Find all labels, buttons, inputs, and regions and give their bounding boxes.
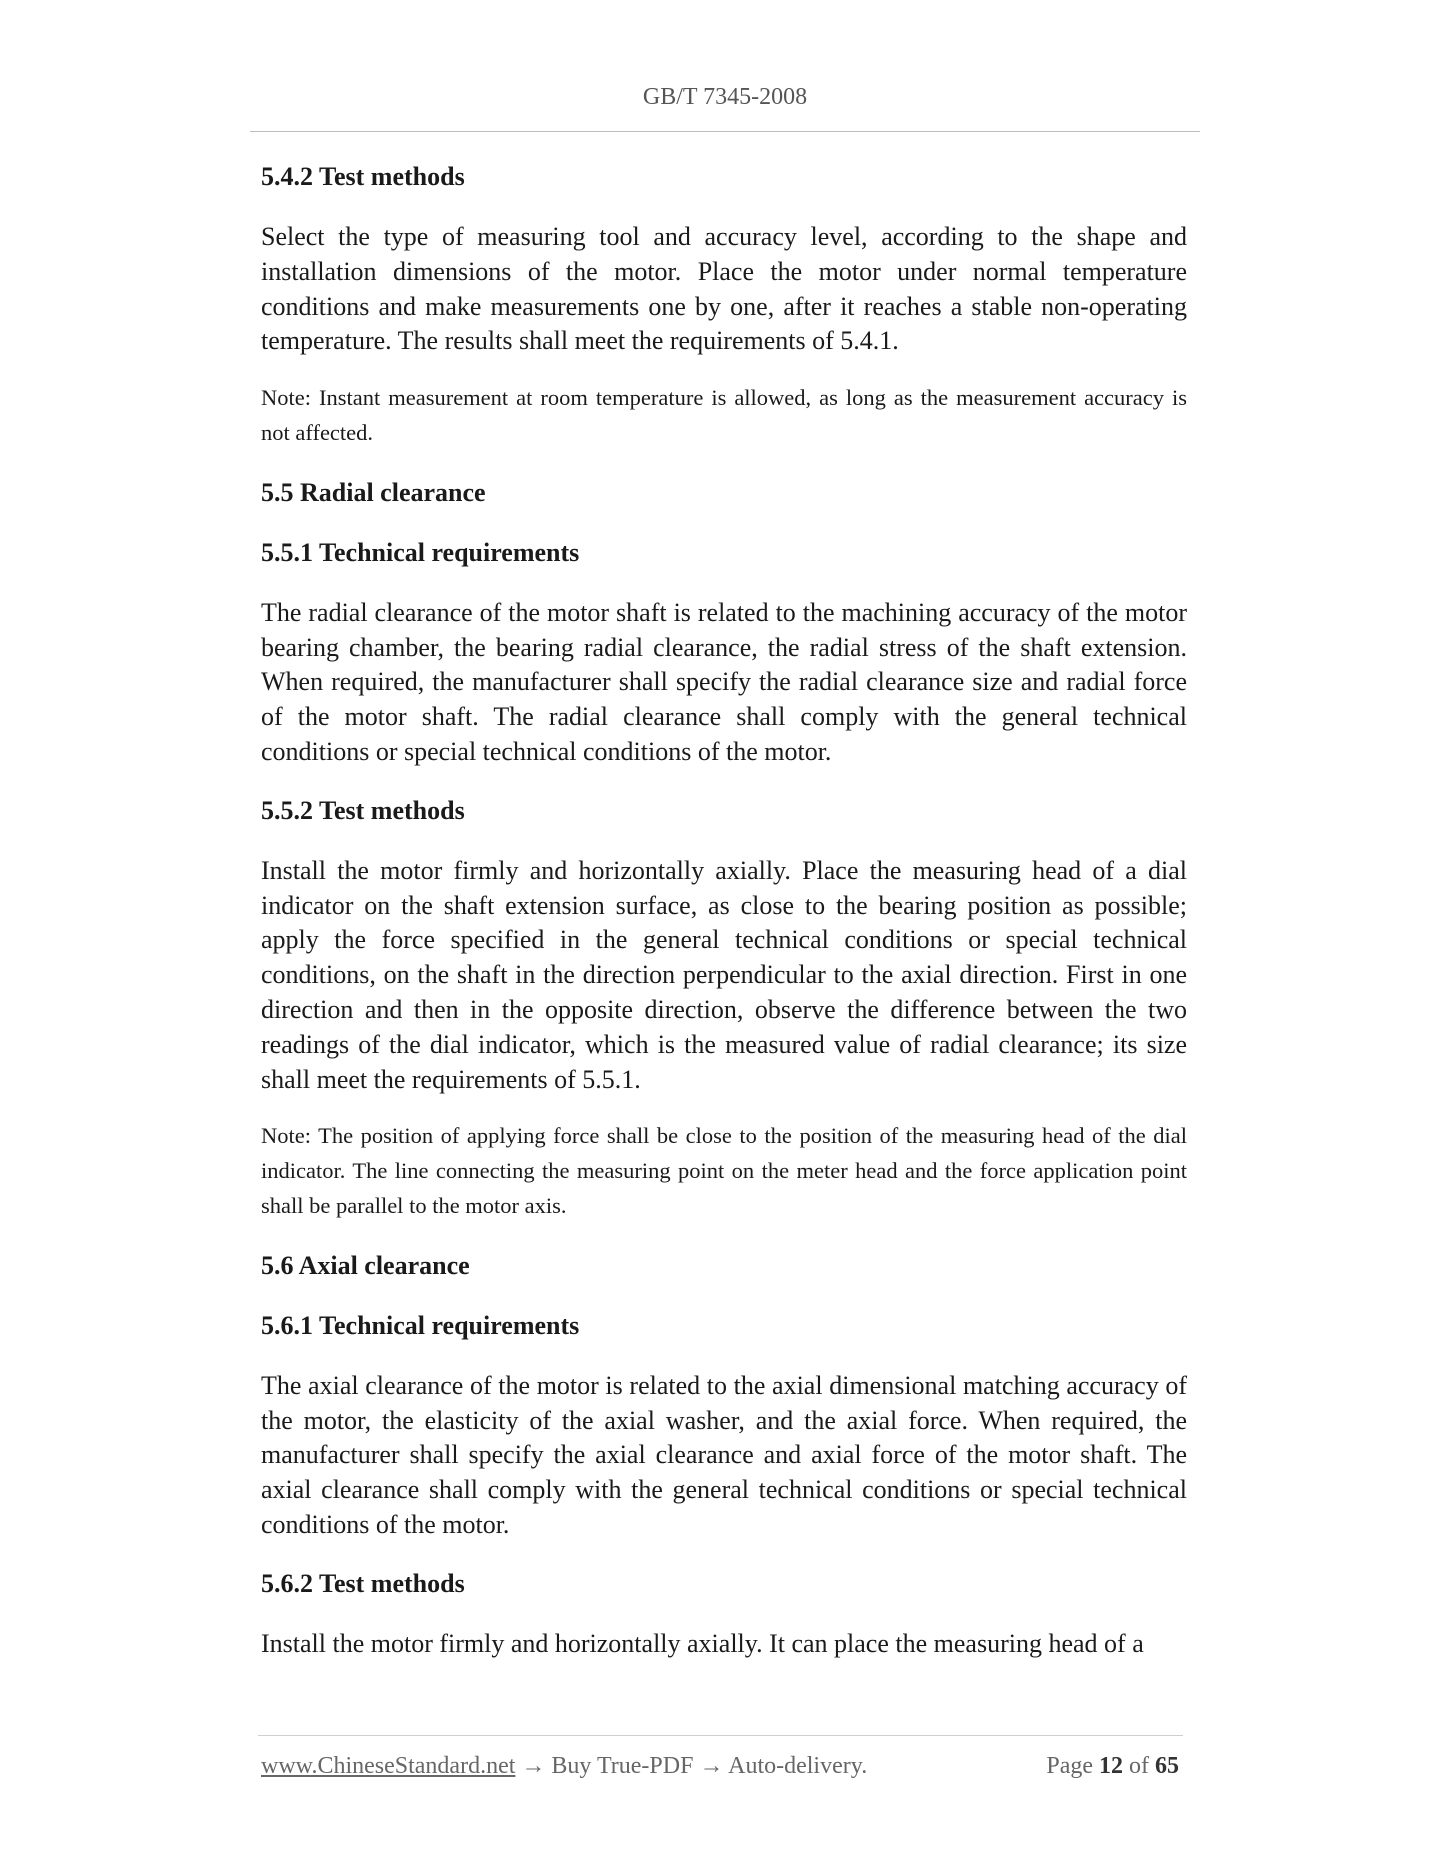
section-heading-5-5: 5.5 Radial clearance (261, 477, 486, 507)
note-5-5-2: Note: The position of applying force shall be close to the position of the measuring head of the dial indicator. The line connecting the measuring point on the meter head and the force application point shall be parallel to the motor axis. (261, 1123, 1187, 1218)
header-divider (250, 131, 1200, 132)
footer-promo (261, 1753, 867, 1780)
section-heading-5-6-2: 5.6.2 Test methods (261, 1568, 465, 1598)
paragraph-5-4-2: Select the type of measuring tool and accuracy level, according to the shape and installation dimensions of the motor. Place the motor under normal temperature conditions and make measurements one by one, after it reaches a stable non-operating temperature. The results shall meet the requirements of 5.4.1. (261, 222, 1187, 356)
page-content (261, 160, 1187, 1686)
section-heading-5-6: 5.6 Axial clearance (261, 1250, 470, 1280)
running-header: GB/T 7345-2008 (642, 84, 808, 110)
paragraph-5-6-1: The axial clearance of the motor is related to the axial dimensional matching accuracy of the motor, the elasticity of the axial washer, and the axial force. When required, the manufacturer shall specify the axial clearance and axial force of the motor shaft. The axial clearance shall comply with the general technical conditions or special technical conditions of the motor. (261, 1370, 1187, 1539)
footer-divider (258, 1735, 1183, 1736)
footer-tagline: → Buy True-PDF → Auto-delivery. (515, 1753, 868, 1779)
section-heading-5-6-1: 5.6.1 Technical requirements (261, 1310, 580, 1340)
page-total: 65 (1155, 1753, 1179, 1779)
page-label: Page (1046, 1753, 1093, 1779)
section-heading-5-5-2: 5.5.2 Test methods (261, 795, 465, 825)
paragraph-5-5-2: Install the motor firmly and horizontally axially. Place the measuring head of a dial indicator on the shaft extension surface, as close to the bearing position as possible; apply the force specified in the general technical conditions or special technical conditions, on the shaft in the direction perpendicular to the axial direction. First in one direction and then in the opposite direction, observe the difference between the two readings of the dial indicator, which is the measured value of radial clearance; its size shall meet the requirements of 5.5.1. (261, 855, 1187, 1094)
website-link[interactable]: www.ChineseStandard.net (261, 1753, 516, 1779)
page-current: 12 (1099, 1753, 1123, 1779)
paragraph-5-6-2: Install the motor firmly and horizontally axially. It can place the measuring head of a (261, 1628, 1144, 1658)
section-heading-5-4-2: 5.4.2 Test methods (261, 162, 465, 191)
section-heading-5-5-1: 5.5.1 Technical requirements (261, 537, 580, 567)
note-5-4-2: Note: Instant measurement at room temperature is allowed, as long as the measurement accuracy is not affected. (261, 385, 1187, 445)
page-number (1046, 1753, 1179, 1780)
page-of: of (1129, 1753, 1149, 1779)
paragraph-5-5-1: The radial clearance of the motor shaft is related to the machining accuracy of the motor bearing chamber, the bearing radial clearance, the radial stress of the shaft extension. When required, the manufacturer shall specify the radial clearance size and radial force of the motor shaft. The radial clearance shall comply with the general technical conditions or special technical conditions of the motor. (261, 597, 1187, 766)
